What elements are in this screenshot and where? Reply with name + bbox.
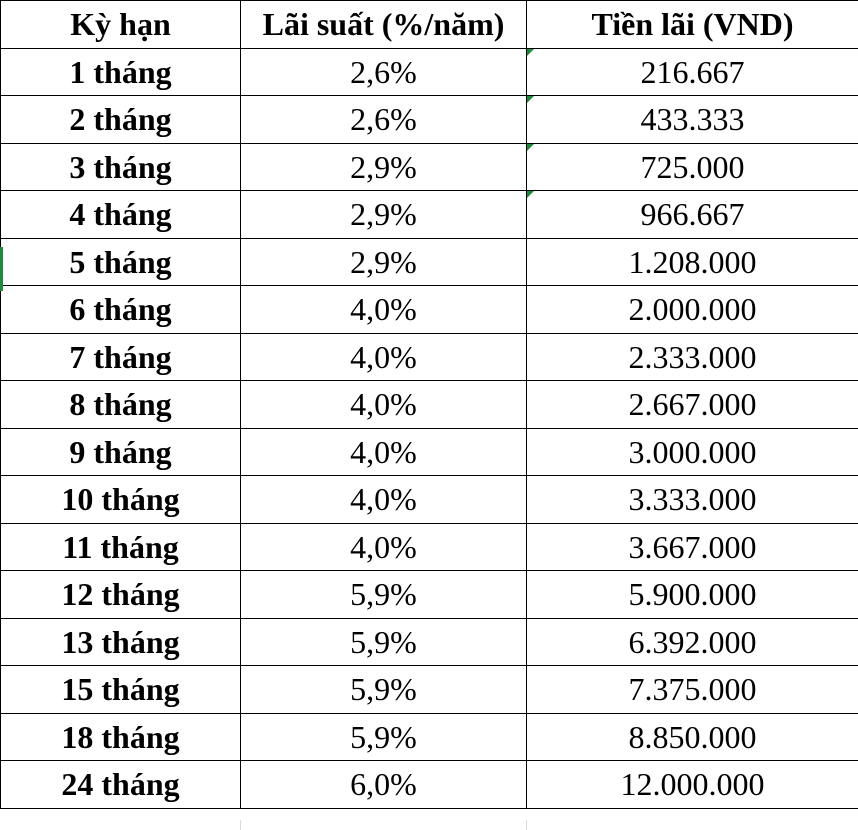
table-row bbox=[1, 191, 858, 239]
rate-cell[interactable]: 2,9% bbox=[241, 238, 527, 286]
table-row bbox=[1, 48, 858, 96]
term-cell[interactable]: 1 tháng bbox=[1, 48, 241, 96]
interest-value: 2.000.000 bbox=[628, 291, 757, 328]
table-row bbox=[1, 476, 858, 524]
interest-value: 1.208.000 bbox=[628, 243, 757, 280]
interest-value: 5.900.000 bbox=[628, 576, 757, 613]
term-cell[interactable]: 18 tháng bbox=[1, 713, 241, 761]
table-row bbox=[1, 571, 858, 619]
interest-cell[interactable] bbox=[527, 523, 858, 571]
table-body bbox=[1, 48, 858, 808]
header-rate[interactable]: Lãi suất (%/năm) bbox=[241, 1, 527, 49]
rate-cell[interactable]: 2,6% bbox=[241, 48, 527, 96]
interest-value: 12.000.000 bbox=[620, 766, 765, 803]
term-cell[interactable]: 4 tháng bbox=[1, 191, 241, 239]
term-cell[interactable]: 2 tháng bbox=[1, 96, 241, 144]
table-row bbox=[1, 381, 858, 429]
table-row bbox=[1, 618, 858, 666]
interest-cell[interactable] bbox=[527, 238, 858, 286]
interest-value: 966.667 bbox=[640, 196, 745, 233]
rate-cell[interactable]: 5,9% bbox=[241, 571, 527, 619]
interest-cell[interactable] bbox=[527, 618, 858, 666]
interest-cell[interactable] bbox=[527, 48, 858, 96]
table-row bbox=[1, 238, 858, 286]
interest-cell[interactable] bbox=[527, 666, 858, 714]
term-cell[interactable]: 3 tháng bbox=[1, 143, 241, 191]
term-cell[interactable]: 24 tháng bbox=[1, 761, 241, 809]
error-indicator-icon[interactable] bbox=[527, 96, 534, 103]
rate-cell[interactable]: 4,0% bbox=[241, 428, 527, 476]
rate-cell[interactable]: 4,0% bbox=[241, 381, 527, 429]
interest-value: 3.333.000 bbox=[628, 481, 757, 518]
interest-value: 3.000.000 bbox=[628, 433, 757, 470]
table-row bbox=[1, 143, 858, 191]
term-cell[interactable]: 8 tháng bbox=[1, 381, 241, 429]
rate-cell[interactable]: 2,6% bbox=[241, 96, 527, 144]
interest-value: 216.667 bbox=[640, 53, 745, 90]
table-row bbox=[1, 761, 858, 809]
interest-value: 6.392.000 bbox=[628, 623, 757, 660]
interest-cell[interactable] bbox=[527, 428, 858, 476]
term-cell[interactable]: 5 tháng bbox=[1, 238, 241, 286]
table-row bbox=[1, 523, 858, 571]
interest-cell[interactable] bbox=[527, 381, 858, 429]
term-cell[interactable]: 10 tháng bbox=[1, 476, 241, 524]
term-cell[interactable]: 12 tháng bbox=[1, 571, 241, 619]
term-cell[interactable]: 7 tháng bbox=[1, 333, 241, 381]
rate-cell[interactable]: 4,0% bbox=[241, 286, 527, 334]
selection-edge bbox=[0, 247, 3, 291]
term-cell[interactable]: 11 tháng bbox=[1, 523, 241, 571]
interest-value: 7.375.000 bbox=[628, 671, 757, 708]
rate-cell[interactable]: 4,0% bbox=[241, 333, 527, 381]
rate-cell[interactable]: 4,0% bbox=[241, 523, 527, 571]
term-cell[interactable]: 6 tháng bbox=[1, 286, 241, 334]
gridline bbox=[240, 820, 241, 830]
term-cell[interactable]: 13 tháng bbox=[1, 618, 241, 666]
rate-cell[interactable]: 5,9% bbox=[241, 618, 527, 666]
header-interest[interactable]: Tiền lãi (VND) bbox=[527, 1, 858, 49]
header-row bbox=[1, 1, 858, 49]
interest-cell[interactable] bbox=[527, 713, 858, 761]
table-row bbox=[1, 286, 858, 334]
interest-value: 2.333.000 bbox=[628, 338, 757, 375]
interest-value: 2.667.000 bbox=[628, 386, 757, 423]
term-cell[interactable]: 9 tháng bbox=[1, 428, 241, 476]
interest-cell[interactable] bbox=[527, 571, 858, 619]
empty-grid-row bbox=[0, 820, 858, 830]
error-indicator-icon[interactable] bbox=[527, 191, 534, 198]
interest-cell[interactable] bbox=[527, 96, 858, 144]
interest-value: 725.000 bbox=[640, 148, 745, 185]
interest-value: 3.667.000 bbox=[628, 528, 757, 565]
table-row bbox=[1, 713, 858, 761]
interest-cell[interactable] bbox=[527, 476, 858, 524]
interest-cell[interactable] bbox=[527, 191, 858, 239]
gridline bbox=[526, 820, 527, 830]
term-cell[interactable]: 15 tháng bbox=[1, 666, 241, 714]
rate-cell[interactable]: 5,9% bbox=[241, 666, 527, 714]
header-term[interactable]: Kỳ hạn bbox=[1, 1, 241, 49]
interest-cell[interactable] bbox=[527, 761, 858, 809]
error-indicator-icon[interactable] bbox=[527, 49, 534, 56]
interest-cell[interactable] bbox=[527, 333, 858, 381]
table-row bbox=[1, 333, 858, 381]
interest-cell[interactable] bbox=[527, 286, 858, 334]
table-row bbox=[1, 96, 858, 144]
rate-cell[interactable]: 2,9% bbox=[241, 143, 527, 191]
interest-value: 433.333 bbox=[640, 101, 745, 138]
rate-cell[interactable]: 4,0% bbox=[241, 476, 527, 524]
table-row bbox=[1, 666, 858, 714]
table-row bbox=[1, 428, 858, 476]
interest-value: 8.850.000 bbox=[628, 718, 757, 755]
rate-cell[interactable]: 6,0% bbox=[241, 761, 527, 809]
interest-cell[interactable] bbox=[527, 143, 858, 191]
error-indicator-icon[interactable] bbox=[527, 144, 534, 151]
rate-cell[interactable]: 2,9% bbox=[241, 191, 527, 239]
rate-cell[interactable]: 5,9% bbox=[241, 713, 527, 761]
